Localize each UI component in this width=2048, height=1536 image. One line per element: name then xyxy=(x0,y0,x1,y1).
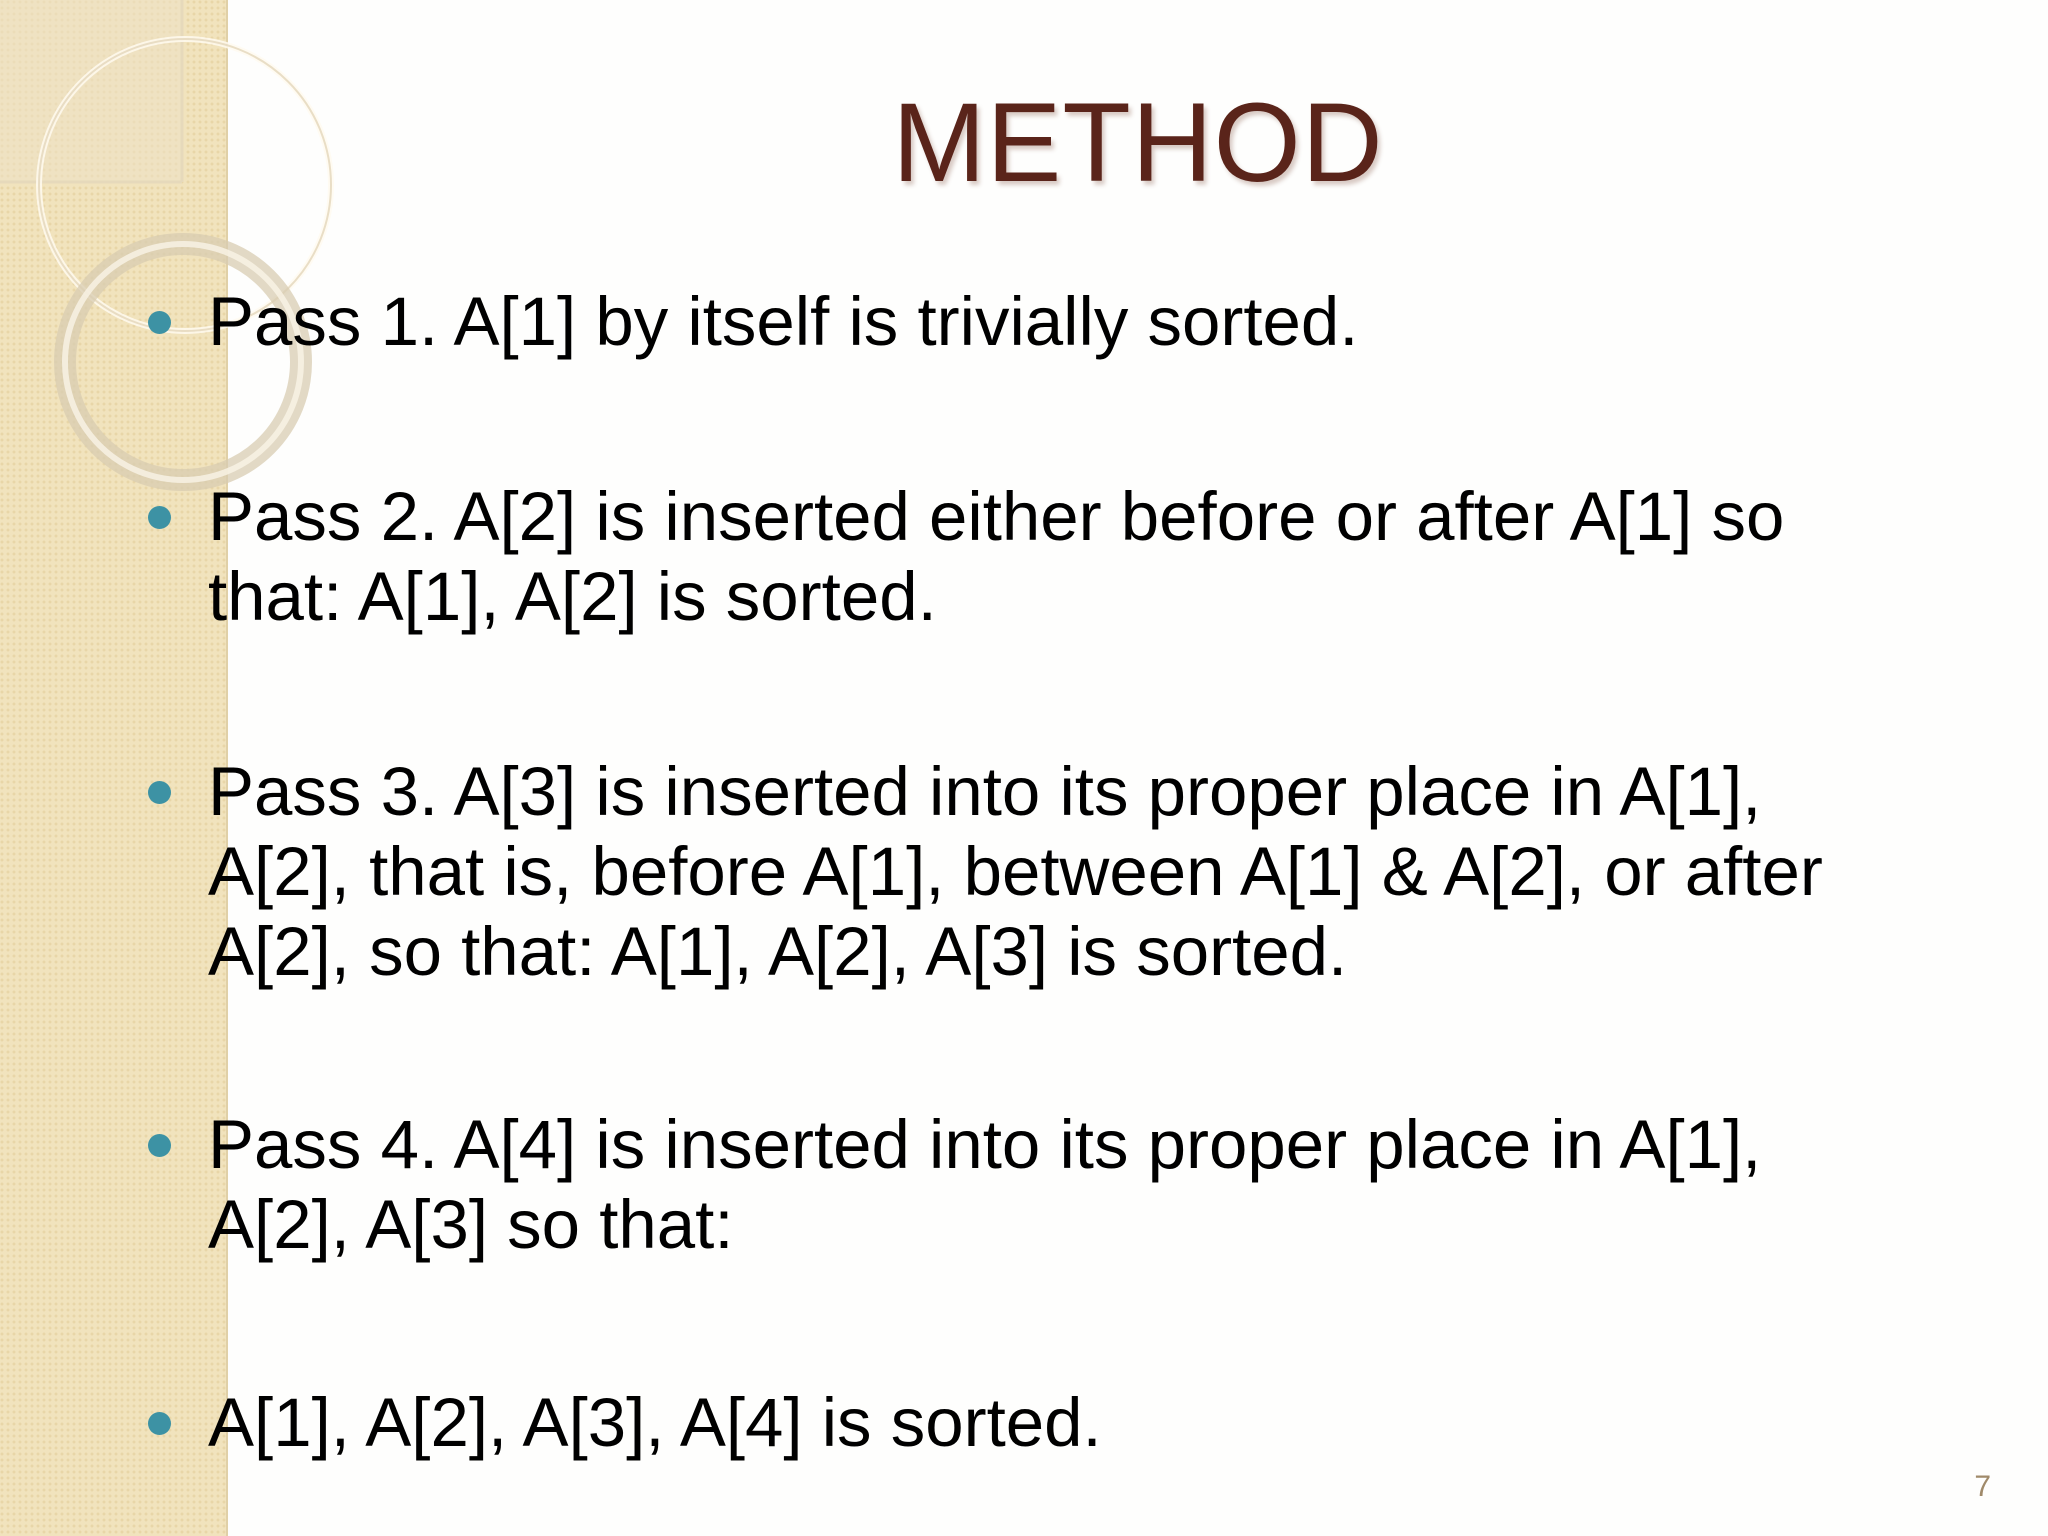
bullet-dot-icon xyxy=(148,1134,171,1157)
bullet-dot-icon xyxy=(148,311,171,334)
bullet-text: Pass 3. A[3] is inserted into its proper place in A[1], A[2], that is, before A[1], between A[1] & A[2], or after A[2], so that: A[1], A[2], A[3] is sorted. xyxy=(208,753,1823,990)
page-number: 7 xyxy=(1974,1470,1991,1503)
bullet-dot-icon xyxy=(148,1412,171,1435)
bullet-text: Pass 1. A[1] by itself is trivially sorted. xyxy=(208,283,1359,360)
bullet-text: A[1], A[2], A[3], A[4] is sorted. xyxy=(208,1384,1102,1461)
bullet-text: Pass 2. A[2] is inserted either before or after A[1] so that: A[1], A[2] is sorted. xyxy=(208,478,1785,635)
bullet-dot-icon xyxy=(148,506,171,529)
bullet-text: Pass 4. A[4] is inserted into its proper place in A[1], A[2], A[3] so that: xyxy=(208,1106,1762,1263)
slide-title: METHOD xyxy=(892,80,1384,205)
bullet-dot-icon xyxy=(148,781,171,804)
